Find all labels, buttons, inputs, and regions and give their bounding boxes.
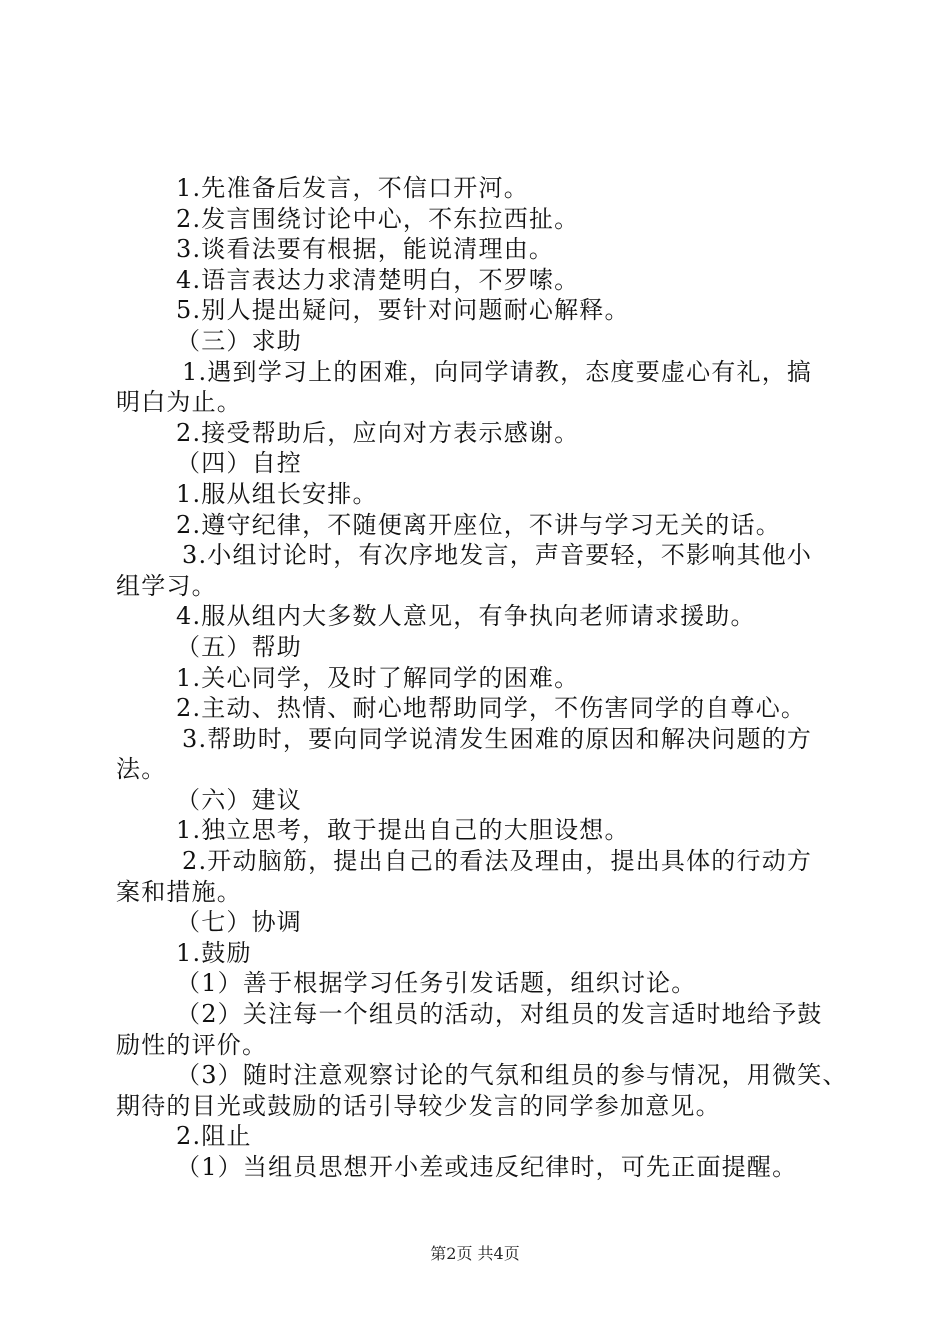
text-line: 1.遇到学习上的困难，向同学请教，态度要虚心有礼，搞 <box>182 357 813 386</box>
section-heading: （六）建议 <box>176 785 302 814</box>
text-line: 组学习。 <box>116 571 217 600</box>
text-line: 3.小组讨论时，有次序地发言，声音要轻，不影响其他小 <box>182 541 813 570</box>
text-line: 2.发言围绕讨论中心，不东拉西扯。 <box>176 204 580 233</box>
section-heading: （三）求助 <box>176 326 302 355</box>
text-line: 5.别人提出疑问，要针对问题耐心解释。 <box>176 296 630 325</box>
text-line: 1.关心同学，及时了解同学的困难。 <box>176 663 580 692</box>
subsection-heading: 1.鼓励 <box>176 938 252 967</box>
document-body <box>116 173 848 1183</box>
text-line: （1）当组员思想开小差或违反纪律时，可先正面提醒。 <box>176 1153 798 1181</box>
text-line: （2）关注每一个组员的活动，对组员的发言适时地给予鼓 <box>176 1000 823 1029</box>
text-line: 1.先准备后发言，不信口开河。 <box>176 174 529 202</box>
subsection-heading: 2.阻止 <box>176 1122 252 1151</box>
text-line: （3）随时注意观察讨论的气氛和组员的参与情况，用微笑、 <box>176 1061 848 1090</box>
text-line: 4.服从组内大多数人意见，有争执向老师请求援助。 <box>176 602 756 631</box>
text-line: 2.主动、热情、耐心地帮助同学，不伤害同学的自尊心。 <box>176 694 807 723</box>
text-line: 期待的目光或鼓励的话引导较少发言的同学参加意见。 <box>116 1091 721 1120</box>
text-line: 3.帮助时，要向同学说清发生困难的原因和解决问题的方 <box>182 724 813 753</box>
text-line: 案和措施。 <box>116 877 242 906</box>
text-line: 2.接受帮助后，应向对方表示感谢。 <box>176 418 580 447</box>
text-line: 励性的评价。 <box>116 1030 268 1059</box>
text-line: 明白为止。 <box>116 388 242 417</box>
text-line: 1.独立思考，敢于提出自己的大胆设想。 <box>176 816 630 845</box>
section-heading: （七）协调 <box>176 908 302 937</box>
text-line: 法。 <box>116 755 167 784</box>
text-line: 2.开动脑筋，提出自己的看法及理由，提出具体的行动方 <box>182 847 813 876</box>
text-line: 3.谈看法要有根据，能说清理由。 <box>176 235 555 264</box>
section-heading: （四）自控 <box>176 449 302 478</box>
text-line: 1.服从组长安排。 <box>176 479 378 508</box>
text-line: 4.语言表达力求清楚明白，不罗嗦。 <box>176 265 580 294</box>
page-number: 第2页 共4页 <box>430 1244 520 1263</box>
section-heading: （五）帮助 <box>176 632 302 661</box>
text-line: （1）善于根据学习任务引发话题，组织讨论。 <box>176 969 697 998</box>
text-line: 2.遵守纪律，不随便离开座位，不讲与学习无关的话。 <box>176 510 781 539</box>
